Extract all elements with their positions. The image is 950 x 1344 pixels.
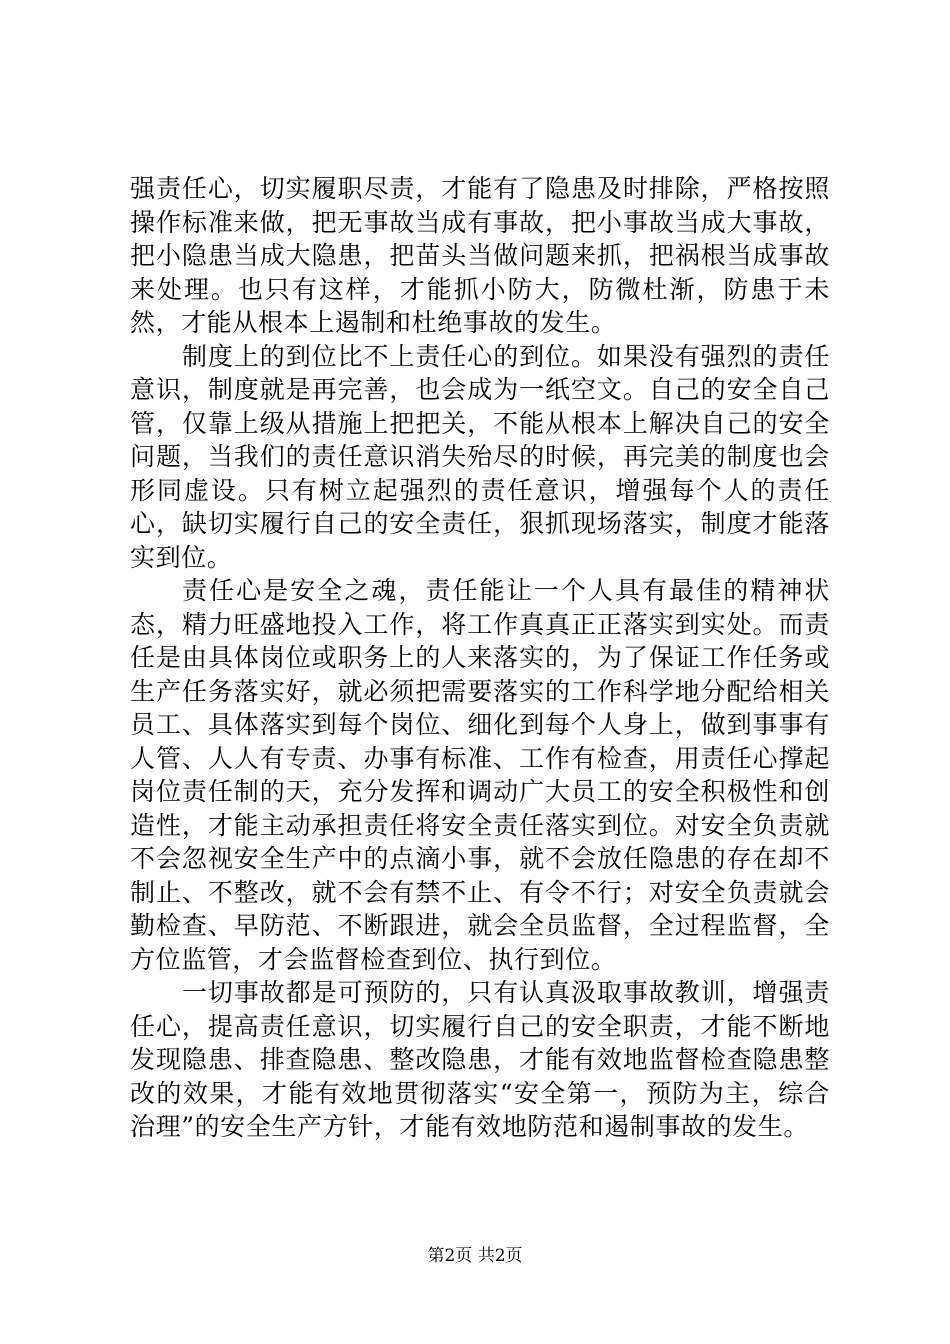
- paragraph-continuation: 强责任心，切实履职尽责，才能有了隐患及时排除，严格按照操作标准来做，把无事故当成有事故，把小事故当成大事故，把小隐患当成大隐患，把苗头当做问题来抓，把祸根当成事故来处理。也只有这样，才能抓小防大，防微杜渐，防患于未然，才能从根本上遏制和杜绝事故的发生。: [130, 174, 830, 337]
- page-number-footer: 第2页 共2页: [427, 1246, 523, 1266]
- paragraph: 一切事故都是可预防的，只有认真汲取事故教训，增强责任心，提高责任意识，切实履行自己的安全职责，才能不断地发现隐患、排查隐患、整改隐患，才能有效地监督检查隐患整改的效果，才能有效地贯彻落实“安全第一，预防为主，综合治理”的安全生产方针，才能有效地防范和遏制事故的发生。: [130, 978, 830, 1141]
- paragraph: 责任心是安全之魂，责任能让一个人具有最佳的精神状态，精力旺盛地投入工作，将工作真真正正落实到实处。而责任是由具体岗位或职务上的人来落实的，为了保证工作任务或生产任务落实好，就必须把需要落实的工作科学地分配给相关员工、具体落实到每个岗位、细化到每个人身上，做到事事有人管、人人有专责、办事有标准、工作有检查，用责任心撑起岗位责任制的天，充分发挥和调动广大员工的安全积极性和创造性，才能主动承担责任将安全责任落实到位。对安全负责就不会忽视安全生产中的点滴小事，就不会放任隐患的存在却不制止、不整改，就不会有禁不止、有令不行；对安全负责就会勤检查、早防范、不断跟进，就会全员监督，全过程监督，全方位监管，才会监督检查到位、执行到位。: [130, 576, 830, 974]
- paragraph: 制度上的到位比不上责任心的到位。如果没有强烈的责任意识，制度就是再完善，也会成为一纸空文。自己的安全自己管，仅靠上级从措施上把把关，不能从根本上解决自己的安全问题，当我们的责任意识消失殆尽的时候，再完美的制度也会形同虚设。只有树立起强烈的责任意识，增强每个人的责任心，缺切实履行自己的安全责任，狠抓现场落实，制度才能落实到位。: [130, 341, 830, 572]
- document-body: [130, 172, 830, 1144]
